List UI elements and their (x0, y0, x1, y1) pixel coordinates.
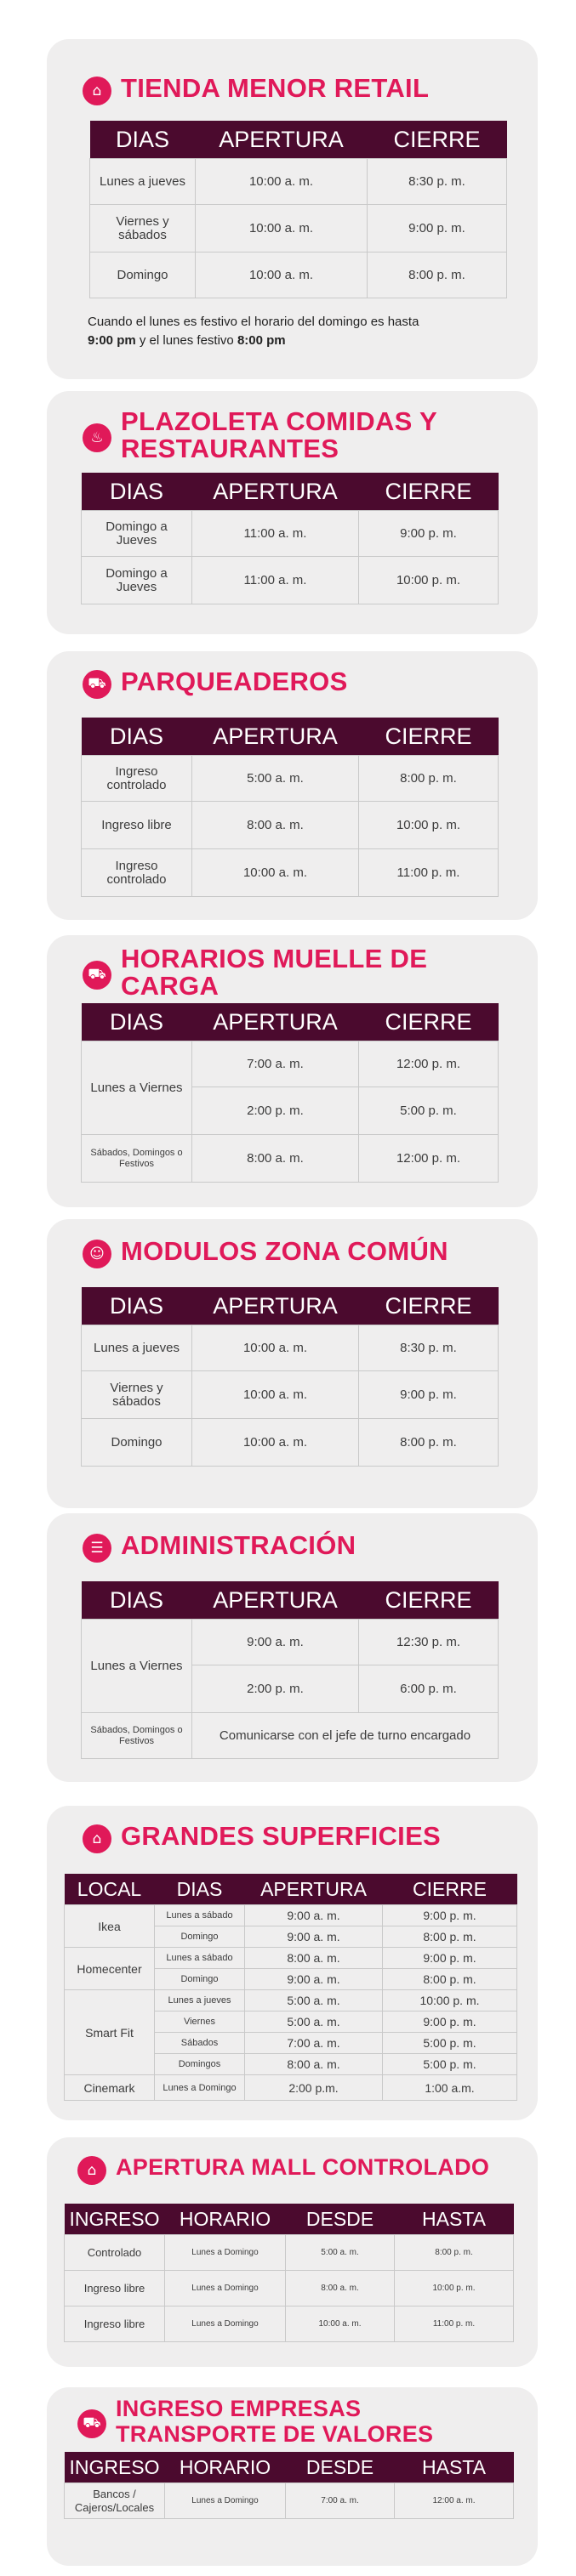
table-cell: Sábados (155, 2033, 245, 2054)
mall-opening-card (47, 2137, 538, 2367)
table-cell: Lunes a sábado (155, 1948, 245, 1969)
col-header: APERTURA (192, 718, 359, 756)
table-cell: Ingreso libre (65, 2271, 165, 2306)
table-cell: Lunes a Domingo (155, 2075, 245, 2101)
table-cell: 12:00 p. m. (359, 1135, 499, 1183)
table-cell: 8:00 a. m. (192, 1135, 359, 1183)
table-cell: Lunes a jueves (82, 1325, 192, 1371)
table-cell: Sábados, Domingos o Festivos (82, 1135, 192, 1183)
table-cell: 10:00 p. m. (395, 2271, 514, 2306)
table-cell: 8:30 p. m. (359, 1325, 499, 1371)
note-time: 9:00 pm (88, 333, 136, 348)
large-stores-table (64, 1874, 517, 2101)
section-title: HORARIOS MUELLE DE CARGA (121, 944, 428, 1001)
table-cell: Domingo a Jueves (82, 557, 192, 604)
document-icon: ☰ (83, 1534, 111, 1563)
table-cell: 8:00 p. m. (368, 252, 507, 298)
table-cell: 11:00 a. m. (192, 557, 359, 604)
col-header: HASTA (395, 2204, 514, 2235)
table-cell: 10:00 a. m. (192, 1419, 359, 1467)
note-text: y el lunes festivo (139, 333, 234, 348)
col-header: APERTURA (196, 121, 368, 159)
table-cell: Lunes a Domingo (165, 2271, 286, 2306)
mall-opening-header (77, 2154, 489, 2185)
loading-dock-card (47, 935, 538, 1207)
table-cell: 8:00 a. m. (245, 1948, 383, 1969)
col-header: APERTURA (192, 1003, 359, 1041)
common-area-card (47, 1219, 538, 1508)
table-cell: 11:00 p. m. (359, 849, 499, 897)
col-header: CIERRE (359, 718, 499, 756)
parking-table (81, 718, 499, 897)
table-cell: 5:00 a. m. (286, 2235, 395, 2271)
col-header: HORARIO (165, 2204, 286, 2235)
col-header: CIERRE (359, 1003, 499, 1041)
table-cell: 11:00 p. m. (395, 2306, 514, 2342)
col-header: DIAS (82, 718, 192, 756)
retail-table (89, 121, 507, 298)
table-cell: 8:00 a. m. (245, 2054, 383, 2075)
retail-header (83, 75, 429, 105)
col-header: LOCAL (65, 1874, 155, 1905)
table-cell: Controlado (65, 2235, 165, 2271)
table-cell: Ingreso libre (82, 802, 192, 849)
table-cell: Viernes (155, 2011, 245, 2033)
col-header: DIAS (82, 473, 192, 511)
table-cell: 12:00 p. m. (359, 1041, 499, 1087)
col-header: APERTURA (192, 473, 359, 511)
col-header: CIERRE (383, 1874, 517, 1905)
table-cell: 5:00 p. m. (383, 2033, 517, 2054)
table-cell: Lunes a Domingo (165, 2235, 286, 2271)
table-cell: 2:00 p. m. (192, 1665, 359, 1713)
col-header: DESDE (286, 2204, 395, 2235)
col-header: HASTA (395, 2452, 514, 2483)
table-cell: 1:00 a.m. (383, 2075, 517, 2101)
loading-dock-header (83, 945, 461, 1000)
table-cell: 12:00 a. m. (395, 2483, 514, 2519)
table-cell: 8:00 a. m. (192, 802, 359, 849)
table-cell: 5:00 p. m. (359, 1087, 499, 1135)
storefront-icon: ⌂ (83, 1824, 111, 1853)
table-cell: 10:00 a. m. (196, 159, 368, 205)
table-cell: 9:00 a. m. (245, 1905, 383, 1926)
table-cell: 12:30 p. m. (359, 1620, 499, 1665)
table-cell: 2:00 p. m. (192, 1087, 359, 1135)
table-cell: 9:00 p. m. (383, 2011, 517, 2033)
col-header: DIAS (82, 1287, 192, 1325)
food-icon: ♨ (83, 423, 111, 452)
table-cell: Viernes y sábados (90, 205, 196, 252)
col-header: DIAS (155, 1874, 245, 1905)
section-title: MODULOS ZONA COMÚN (121, 1236, 448, 1266)
administration-card (47, 1513, 538, 1782)
table-cell: Lunes a sábado (155, 1905, 245, 1926)
food-court-table (81, 473, 499, 604)
table-cell: Domingos (155, 2054, 245, 2075)
table-cell: Homecenter (65, 1948, 155, 1990)
storefront-icon: ⌂ (83, 77, 111, 105)
valuables-transport-table (64, 2452, 514, 2519)
food-court-header (83, 408, 495, 462)
table-cell: Comunicarse con el jefe de turno encargado (192, 1713, 499, 1759)
table-cell: Sábados, Domingos o Festivos (82, 1713, 192, 1759)
table-cell: 11:00 a. m. (192, 511, 359, 557)
table-cell: 10:00 a. m. (192, 1325, 359, 1371)
table-cell: Domingo (82, 1419, 192, 1467)
table-cell: Lunes a jueves (90, 159, 196, 205)
col-header: DIAS (82, 1581, 192, 1620)
table-cell: 10:00 p. m. (383, 1990, 517, 2011)
table-cell: 9:00 a. m. (245, 1969, 383, 1990)
section-title: TIENDA MENOR RETAIL (121, 73, 430, 103)
section-title: ADMINISTRACIÓN (121, 1530, 356, 1560)
table-cell: 8:30 p. m. (368, 159, 507, 205)
table-cell: Lunes a Domingo (165, 2483, 286, 2519)
table-cell: Lunes a Domingo (165, 2306, 286, 2342)
loading-dock-table (81, 1003, 499, 1183)
table-cell: Smart Fit (65, 1990, 155, 2075)
section-title: APERTURA MALL CONTROLADO (116, 2154, 490, 2180)
table-cell: 5:00 a. m. (245, 2011, 383, 2033)
table-cell: Lunes a Viernes (82, 1620, 192, 1713)
table-cell: 5:00 a. m. (245, 1990, 383, 2011)
table-cell: 9:00 a. m. (192, 1620, 359, 1665)
table-cell: 10:00 a. m. (196, 205, 368, 252)
table-cell: 8:00 a. m. (286, 2271, 395, 2306)
valuables-transport-card (47, 2387, 538, 2566)
table-cell: 8:00 p. m. (359, 1419, 499, 1467)
table-cell: 9:00 p. m. (383, 1905, 517, 1926)
table-cell: 10:00 a. m. (192, 849, 359, 897)
administration-table (81, 1581, 499, 1759)
car-icon: ⛟ (83, 670, 111, 699)
table-cell: Bancos / Cajeros/Locales (65, 2483, 165, 2519)
common-area-header (83, 1238, 448, 1268)
table-cell: Lunes a Viernes (82, 1041, 192, 1135)
parking-header (83, 668, 348, 699)
col-header: APERTURA (192, 1581, 359, 1620)
table-cell: Lunes a jueves (155, 1990, 245, 2011)
large-stores-card (47, 1806, 538, 2120)
valuables-transport-header (77, 2396, 490, 2447)
table-cell: Ingreso controlado (82, 756, 192, 802)
table-cell: 8:00 p. m. (383, 1926, 517, 1948)
table-cell: 8:00 p. m. (383, 1969, 517, 1990)
table-cell: 9:00 p. m. (383, 1948, 517, 1969)
col-header: DIAS (82, 1003, 192, 1041)
table-cell: 5:00 p. m. (383, 2054, 517, 2075)
table-cell: Domingo (155, 1969, 245, 1990)
table-cell: 2:00 p.m. (245, 2075, 383, 2101)
section-title: GRANDES SUPERFICIES (121, 1821, 442, 1851)
col-header: APERTURA (192, 1287, 359, 1325)
table-cell: 10:00 p. m. (359, 557, 499, 604)
administration-header (83, 1532, 356, 1563)
food-court-card (47, 391, 538, 634)
col-header: CIERRE (359, 1581, 499, 1620)
common-area-table (81, 1287, 499, 1467)
retail-card (47, 39, 538, 379)
table-cell: 7:00 a. m. (286, 2483, 395, 2519)
col-header: DIAS (90, 121, 196, 159)
table-cell: 8:00 p. m. (359, 756, 499, 802)
table-cell: 10:00 p. m. (359, 802, 499, 849)
parking-card (47, 651, 538, 920)
table-cell: Domingo a Jueves (82, 511, 192, 557)
table-cell: 8:00 p. m. (395, 2235, 514, 2271)
table-cell: Viernes y sábados (82, 1371, 192, 1419)
storefront-icon: ⌂ (77, 2156, 106, 2185)
table-cell: 9:00 p. m. (368, 205, 507, 252)
table-cell: 5:00 a. m. (192, 756, 359, 802)
table-cell: 9:00 p. m. (359, 511, 499, 557)
col-header: CIERRE (359, 473, 499, 511)
section-title: PLAZOLETA COMIDAS Y RESTAURANTES (121, 406, 437, 463)
large-stores-header (83, 1823, 441, 1853)
table-cell: Ingreso libre (65, 2306, 165, 2342)
table-cell: 7:00 a. m. (192, 1041, 359, 1087)
table-cell: Ikea (65, 1905, 155, 1948)
truck-icon: ⛟ (77, 2409, 106, 2438)
holiday-note (88, 313, 419, 350)
table-cell: 9:00 a. m. (245, 1926, 383, 1948)
col-header: INGRESO (65, 2452, 165, 2483)
col-header: CIERRE (359, 1287, 499, 1325)
col-header: HORARIO (165, 2452, 286, 2483)
truck-icon: ⛟ (83, 961, 111, 990)
col-header: DESDE (286, 2452, 395, 2483)
table-cell: 10:00 a. m. (192, 1371, 359, 1419)
user-icon: ☺ (83, 1240, 111, 1268)
table-cell: Domingo (90, 252, 196, 298)
note-time: 8:00 pm (237, 333, 286, 348)
section-title: INGRESO EMPRESAS TRANSPORTE DE VALORES (116, 2396, 434, 2447)
table-cell: Cinemark (65, 2075, 155, 2101)
table-cell: 10:00 a. m. (196, 252, 368, 298)
col-header: CIERRE (368, 121, 507, 159)
col-header: INGRESO (65, 2204, 165, 2235)
table-cell: 9:00 p. m. (359, 1371, 499, 1419)
table-cell: 7:00 a. m. (245, 2033, 383, 2054)
table-cell: Ingreso controlado (82, 849, 192, 897)
table-cell: 10:00 a. m. (286, 2306, 395, 2342)
note-text: Cuando el lunes es festivo el horario del domingo es hasta (88, 315, 419, 329)
mall-opening-table (64, 2204, 514, 2342)
table-cell: Domingo (155, 1926, 245, 1948)
table-cell: 6:00 p. m. (359, 1665, 499, 1713)
col-header: APERTURA (245, 1874, 383, 1905)
section-title: PARQUEADEROS (121, 667, 348, 696)
